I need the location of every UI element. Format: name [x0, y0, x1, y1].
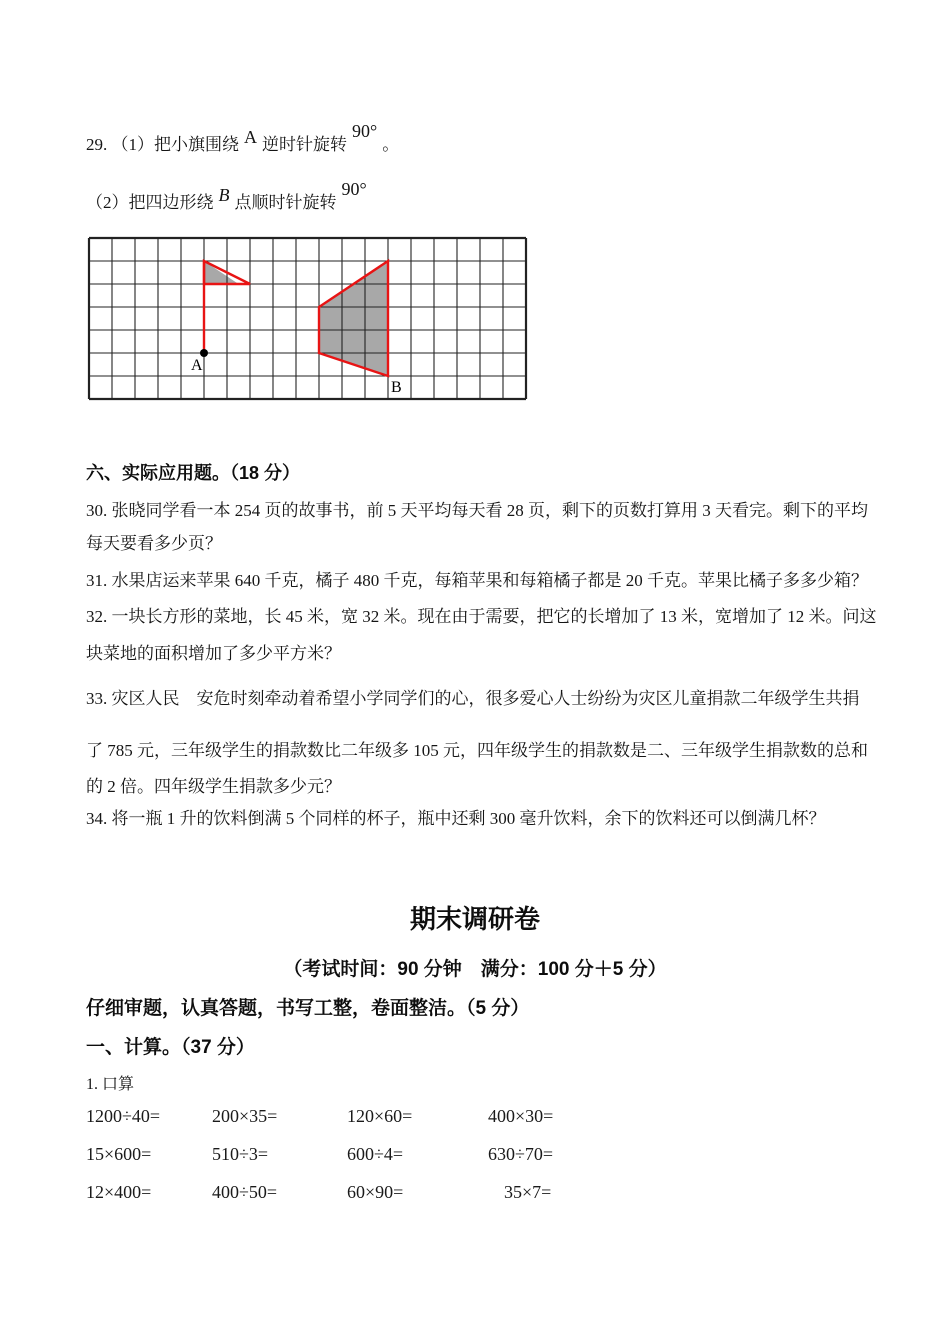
section-6-heading: 六、实际应用题。（18 分） [86, 463, 301, 483]
oral-calc-cell: 400÷50= [212, 1182, 278, 1202]
exam-title: 期末调研卷 [409, 904, 540, 934]
oral-calc-cell: 1200÷40= [86, 1106, 161, 1126]
q29-part1-prefix: 29. （1）把小旗围绕 [86, 135, 239, 154]
oral-calc-cell: 510÷3= [212, 1144, 269, 1164]
problem-30-line-1: 30. 张晓同学看一本 254 页的故事书，前 5 天平均每天看 28 页，剩下的页数打算用 3 天看完。剩下的平均 [86, 501, 868, 520]
q29-part2-prefix: （2）把四边形绕 [86, 193, 214, 212]
q29-part1-middle: 逆时针旋转 [262, 135, 347, 154]
point-b-label: B [218, 185, 230, 205]
question-29-line-2 [86, 179, 372, 214]
oral-calc-cell: 120×60= [347, 1106, 413, 1126]
oral-calc-cell: 400×30= [488, 1106, 554, 1126]
problem-32-line-2: 块菜地的面积增加了多少平方米？ [86, 644, 341, 663]
problem-32-line-1: 32. 一块长方形的菜地，长 45 米，宽 32 米。现在由于需要，把它的长增加了 13 米，宽增加了 12 米。问这 [86, 607, 877, 626]
grid-point-a-label: A [191, 357, 203, 374]
q29-part1-angle: 90° [352, 121, 378, 141]
oral-calc-cell: 12×400= [86, 1182, 152, 1202]
oral-calc-cell: 60×90= [347, 1182, 404, 1202]
exam-subtitle: （考试时间：90 分钟 满分：100 分＋5 分） [283, 959, 667, 980]
question-29-line-1 [86, 121, 400, 156]
grid-point-b-label: B [391, 379, 402, 396]
problem-30-line-2: 每天要看多少页？ [86, 534, 222, 553]
oral-calc-cell: 600÷4= [347, 1144, 404, 1164]
oral-calc-label: 1. 口算 [86, 1076, 135, 1093]
problem-33-line-2: 了 785 元，三年级学生的捐款数比二年级多 105 元，四年级学生的捐款数是二、三年级学生捐款数的总和 [86, 741, 868, 760]
section-1-heading: 一、计算。（37 分） [86, 1037, 255, 1058]
problem-33-line-1: 33. 灾区人民 安危时刻牵动着希望小学同学们的心，很多爱心人士纷纷为灾区儿童捐款二年级学生共捐 [86, 689, 860, 708]
problem-31-line: 31. 水果店运来苹果 640 千克，橘子 480 千克，每箱苹果和每箱橘子都是 20 千克。苹果比橘子多多少箱？ [86, 571, 868, 590]
exam-notice: 仔细审题，认真答题，书写工整，卷面整洁。（5 分） [86, 998, 530, 1019]
q29-part2-middle: 点顺时针旋转 [234, 193, 337, 212]
rotation-grid-figure [87, 234, 528, 407]
oral-calc-cell: 15×600= [86, 1144, 152, 1164]
problem-33-line-3: 的 2 倍。四年级学生捐款多少元？ [86, 777, 341, 796]
point-a-label: A [244, 127, 257, 147]
problem-34-line: 34. 将一瓶 1 升的饮料倒满 5 个同样的杯子，瓶中还剩 300 毫升饮料，余下的饮料还可以倒满几杯？ [86, 809, 826, 828]
oral-calc-cell: 630÷70= [488, 1144, 554, 1164]
oral-calc-cell: 35×7= [504, 1182, 552, 1202]
q29-part2-angle: 90° [341, 179, 367, 199]
q29-part1-period: 。 [382, 135, 400, 154]
oral-calc-cell: 200×35= [212, 1106, 278, 1126]
